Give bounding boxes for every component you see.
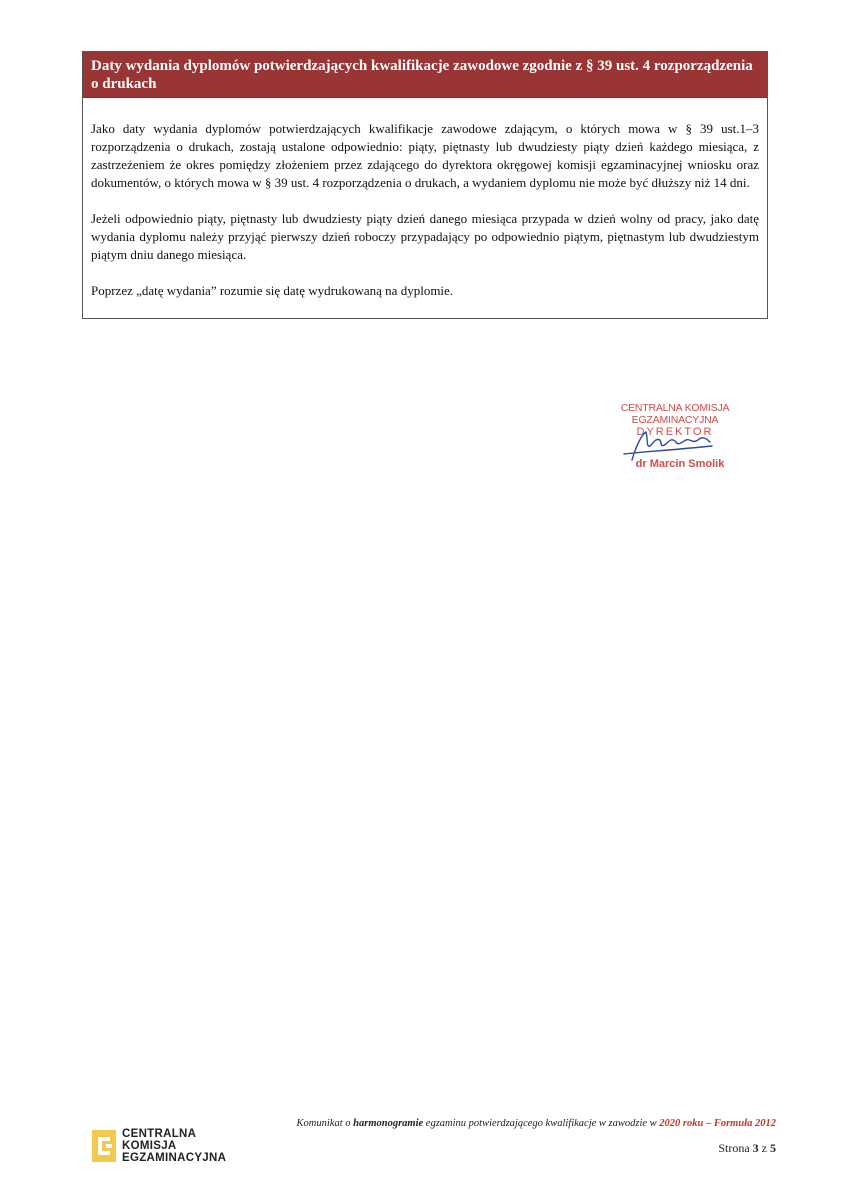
footer-caption [297, 1118, 776, 1129]
director-stamp [580, 402, 770, 476]
section-heading: Daty wydania dyplomów potwierdzających kwalifikacje zawodowe zgodnie z § 39 ust. 4 rozporządzenia o drukach [83, 52, 767, 98]
paragraph-3: Poprzez „datę wydania” rozumie się datę wydrukowaną na dyplomie. [91, 283, 454, 298]
info-box [82, 51, 768, 319]
stamp-role: DYREKTOR [636, 426, 714, 438]
logo-line-2: KOMISJA [122, 1140, 177, 1152]
footer-text-d: 2020 roku – Formuła 2012 [659, 1118, 776, 1129]
stamp-name: dr Marcin Smolik [635, 458, 725, 470]
page-current: 3 [752, 1141, 759, 1155]
logo-line-1: CENTRALNA [122, 1128, 197, 1140]
cke-logo-icon [90, 1128, 118, 1164]
page-total: 5 [770, 1141, 776, 1155]
cke-logo [90, 1128, 250, 1168]
paragraph-1: Jako daty wydania dyplomów potwierdzających kwalifikacje zawodowe zdającym, o których mowa w § 39 ust.1–3 rozporządzenia o drukach, zostają ustalone odpowiednio: piąty, piętnasty lub dwudziesty piąty dzień każdego miesiąca, z zastrzeżeniem że okres pomiędzy złożeniem przez zdającego do dyrektora okręgowej komisji egzaminacyjnej wniosku oraz dokumentów, o których mowa w § 39 ust. 4 rozporządzenia o drukach, a wydaniem dyplomu nie może być dłuższy niż 14 dni. [91, 121, 759, 190]
footer-text-c: egzaminu potwierdzającego kwalifikacje w zawodzie w [423, 1118, 660, 1129]
cke-logo-text [122, 1128, 226, 1164]
paragraph-2: Jeżeli odpowiednio piąty, piętnasty lub dwudziesty piąty dzień danego miesiąca przypada w dzień wolny od pracy, jako datę wydania dyplomu należy przyjąć pierwszy dzień roboczy przypadający po odpowiednio piątym, piętnastym lub dwudziestym piątym dniu danego miesiąca. [91, 211, 759, 262]
page-prefix: Strona [718, 1141, 753, 1155]
section-body [83, 98, 767, 318]
page-number [718, 1141, 776, 1156]
page-sep: z [758, 1141, 770, 1155]
footer-text-b: harmonogramie [353, 1118, 424, 1129]
stamp-organization: CENTRALNA KOMISJA EGZAMINACYJNA [620, 402, 730, 426]
footer-text-a: Komunikat o [296, 1118, 354, 1129]
logo-line-3: EGZAMINACYJNA [122, 1152, 227, 1164]
